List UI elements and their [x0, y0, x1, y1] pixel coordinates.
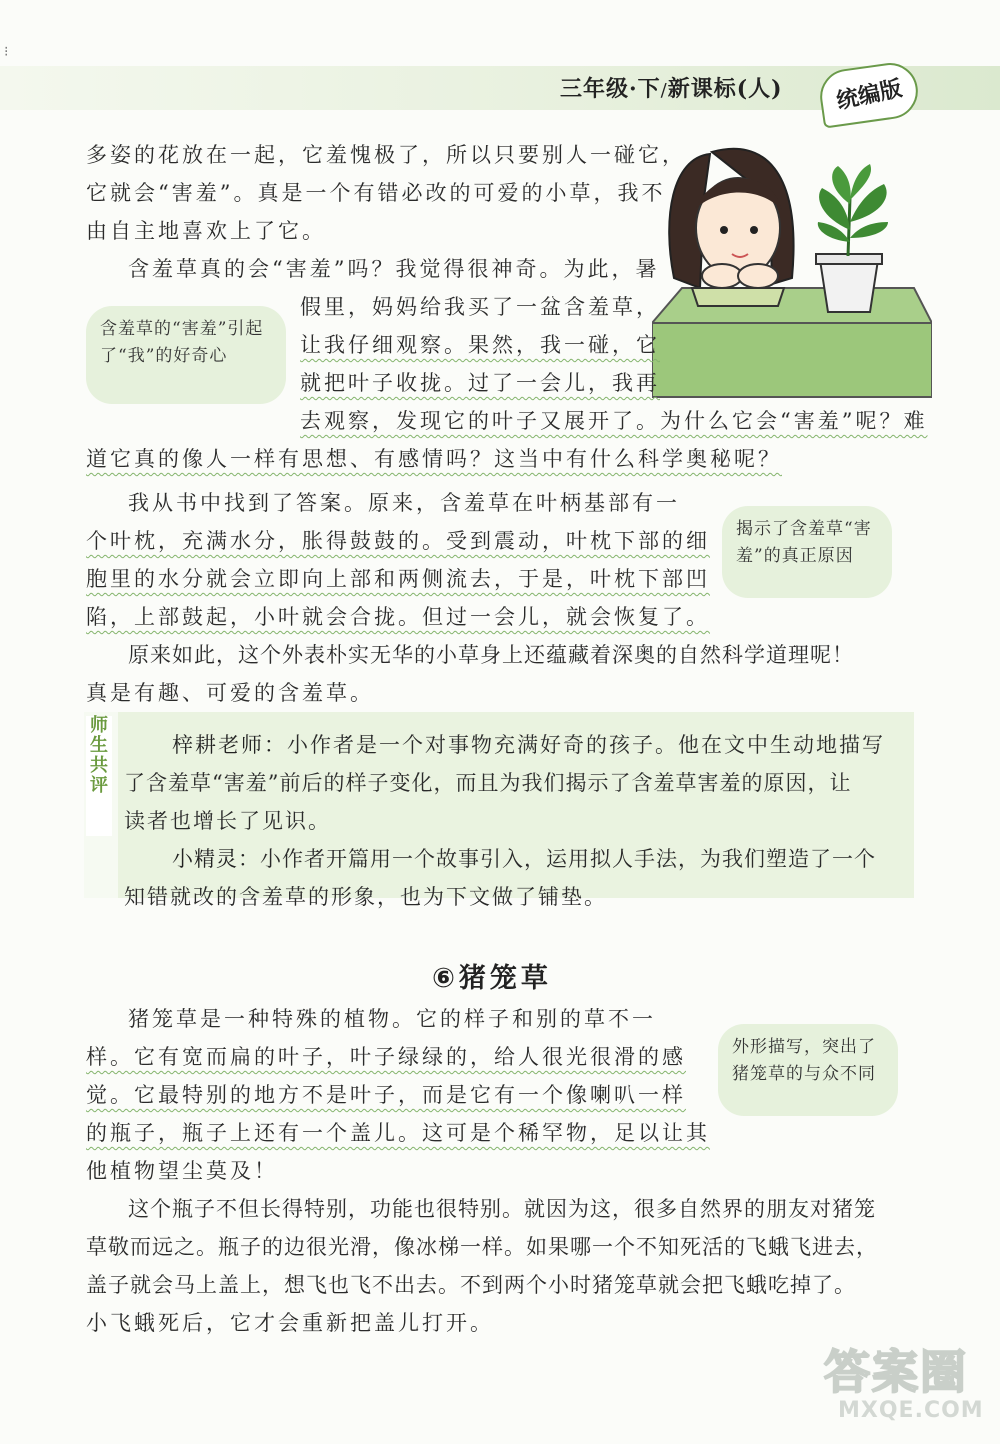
- girl-with-plant-illustration: [652, 138, 932, 400]
- body-line: [128, 1000, 656, 1038]
- body-line: 这个瓶子不但长得特别，功能也很特别。就因为这，很多自然界的朋友对猪笼: [128, 1197, 876, 1221]
- grade-label: 三年级·下: [560, 76, 661, 102]
- body-line: 多姿的花放在一起，它羞愧极了，所以只要别人一碰它，: [86, 143, 686, 167]
- body-line: 让我仔细观察。果然，我一碰，它: [300, 333, 660, 357]
- margin-note: [722, 506, 892, 598]
- grade-title: 三年级·下/新课标(人): [560, 76, 783, 102]
- watermark-logo-text: 答案圈: [824, 1345, 968, 1399]
- reviewer-name: 小精灵：: [172, 847, 260, 871]
- body-line-part: 猪笼草是一种特殊的植物。它的样子和别的草不一: [128, 1007, 656, 1031]
- margin-note: [718, 1024, 898, 1116]
- body-line: 真是有趣、可爱的含羞草。: [86, 681, 374, 705]
- body-line: 由自主地喜欢上了它。: [86, 219, 326, 243]
- body-line-part: 去观察，发现它的叶子又展开了。为什么它会“害羞”呢？难: [300, 409, 928, 433]
- body-line: 他植物望尘莫及！: [86, 1159, 278, 1183]
- reviewer-name: 梓耕老师：: [172, 733, 287, 757]
- body-line: 草敬而远之。瓶子的边很光滑，像冰梯一样。如果哪一个不知死活的飞蛾飞进去，: [86, 1235, 878, 1259]
- body-line: 小飞蛾死后，它才会重新把盖儿打开。: [86, 1311, 494, 1335]
- margin-note-text: 含羞草的“害羞”引起了“我”的好奇心: [100, 319, 264, 366]
- scan-mark: ⁝: [4, 44, 9, 60]
- review-line: [172, 726, 885, 764]
- page-header: [0, 0, 1000, 118]
- margin-note-text: 揭示了含羞草“害羞”的真正原因: [736, 519, 872, 566]
- body-line: 盖子就会马上盖上，想飞也飞不出去。不到两个小时猪笼草就会把飞蛾吃掉了。: [86, 1273, 856, 1297]
- body-line: 原来如此，这个外表朴实无华的小草身上还蕴藏着深奥的自然科学道理呢！: [128, 643, 854, 667]
- body-line: 样。它有宽而扁的叶子，叶子绿绿的，给人很光很滑的感: [86, 1045, 686, 1069]
- body-line: 陷，上部鼓起，小叶就会合拢。但过一会儿，就会恢复了。: [86, 605, 710, 629]
- review-tag: [86, 716, 112, 836]
- review-tag-text: 师生共评: [90, 715, 108, 796]
- body-line: 就把叶子收拢。过了一会儿，我再: [300, 371, 660, 395]
- body-line: 道它真的像人一样有思想、有感情吗？这当中有什么科学奥秘呢？: [86, 447, 782, 471]
- body-line: [300, 402, 927, 440]
- edition-badge-text: 统编版: [834, 75, 905, 115]
- body-line: 的瓶子，瓶子上还有一个盖儿。这可是个稀罕物，足以让其: [86, 1121, 710, 1145]
- review-line: 知错就改的含羞草的形象，也为下文做了铺垫。: [124, 885, 607, 909]
- watermark-url: MXQE.COM: [838, 1398, 984, 1423]
- body-line: 觉。它最特别的地方不是叶子，而是它有一个像喇叭一样: [86, 1083, 686, 1107]
- body-line: 它就会“害羞”。真是一个有错必改的可爱的小草，我不: [86, 181, 666, 205]
- review-line: [172, 840, 876, 878]
- review-text: 小作者开篇用一个故事引入，运用拟人手法，为我们塑造了一个: [260, 847, 876, 871]
- section-title: ⑥猪笼草: [432, 963, 552, 994]
- body-line: 胞里的水分就会立即向上部和两侧流去，于是，叶枕下部凹: [86, 567, 710, 591]
- body-line: 含羞草真的会“害羞”吗？我觉得很神奇。为此，暑: [128, 257, 660, 281]
- review-line: 了含羞草“害羞”前后的样子变化，而且为我们揭示了含羞草害羞的原因，让: [124, 771, 852, 795]
- review-line: 读者也增长了见识。: [124, 809, 331, 833]
- review-text: 小作者是一个对事物充满好奇的孩子。他在文中生动地描写: [287, 733, 885, 757]
- body-line: 假里，妈妈给我买了一盆含羞草，: [300, 295, 660, 319]
- margin-note: [86, 306, 286, 404]
- edition-label: 新课标(人): [667, 76, 783, 102]
- body-line: 我从书中找到了答案。原来，含羞草在叶柄基部有一: [128, 491, 680, 515]
- body-line: 个叶枕，充满水分，胀得鼓鼓的。受到震动，叶枕下部的细: [86, 529, 710, 553]
- site-watermark: [818, 1336, 990, 1436]
- margin-note-text: 外形描写，突出了猪笼草的与众不同: [732, 1037, 876, 1084]
